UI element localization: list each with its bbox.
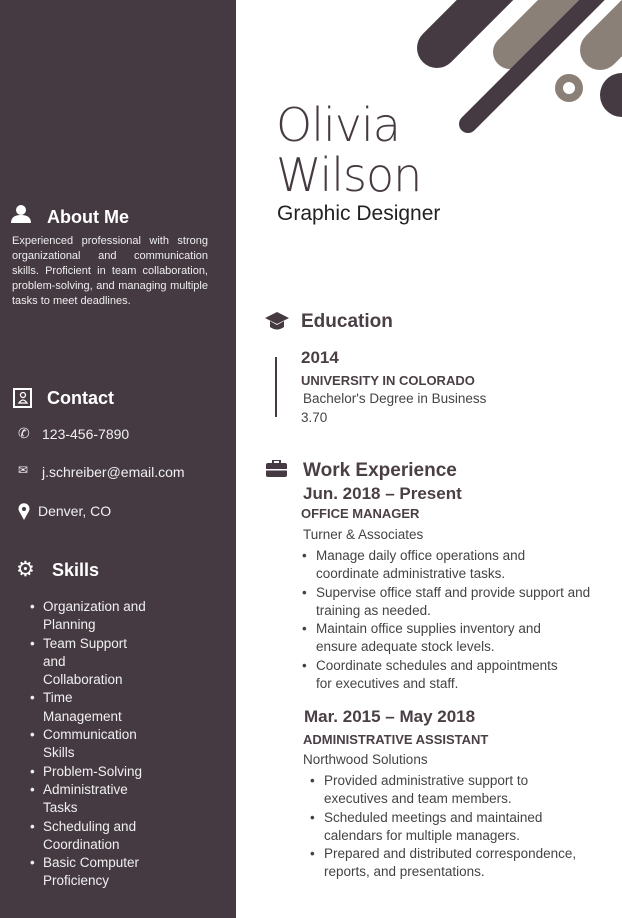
sidebar (0, 0, 236, 918)
skills-list (30, 598, 200, 891)
job-role: ADMINISTRATIVE ASSISTANT (303, 732, 489, 747)
job-bullet: • Scheduled meetings and maintained calendars for multiple managers. (310, 809, 560, 846)
envelope-icon: ✉ (18, 463, 29, 477)
job-bullet: • Provided administrative support to executives and team members. (310, 772, 550, 809)
skills-heading: Skills (52, 560, 100, 580)
gear-icon: ⚙ (16, 558, 35, 581)
contact-location: Denver, CO (38, 503, 112, 519)
about-text: Experienced professional with strong organizational and communication skills. Proficient in team collaboration, problem-solving, and managing multiple tasks to meet deadlines. (12, 235, 208, 307)
skill-item: • Administrative Tasks (30, 781, 150, 818)
skill-item: • Basic Computer Proficiency (30, 854, 155, 891)
skill-item: • Organization and Planning (30, 598, 200, 635)
user-icon (11, 205, 31, 223)
job-bullets (310, 772, 605, 882)
education-heading: Education (301, 311, 393, 332)
skill-item: • Problem-Solving (30, 763, 200, 781)
contact-heading: Contact (47, 388, 114, 408)
phone-icon: ✆ (18, 425, 30, 441)
job-role: OFFICE MANAGER (301, 506, 420, 521)
first-name: Olivia (276, 98, 400, 152)
skill-item: • Team Support and Collaboration (30, 635, 130, 690)
education-gpa: 3.70 (301, 410, 328, 425)
job-dates: Mar. 2015 – May 2018 (304, 707, 476, 726)
education-degree: Bachelor's Degree in Business (303, 391, 487, 406)
about-heading: About Me (47, 207, 129, 227)
timeline-line (275, 357, 278, 417)
job-bullets (302, 547, 597, 693)
contact-phone: 123-456-7890 (42, 426, 130, 442)
job-bullet: • Prepared and distributed correspondence, reports, and presentations. (310, 845, 605, 882)
job-dates: Jun. 2018 – Present (303, 484, 462, 503)
last-name: Wilson (276, 148, 422, 202)
skill-item: • Scheduling and Coordination (30, 818, 155, 855)
decorative-shapes (400, 0, 622, 140)
education-year: 2014 (301, 348, 339, 367)
job-company: Turner & Associates (303, 527, 424, 542)
job-bullet: • Coordinate schedules and appointments for executives and staff. (302, 657, 577, 694)
address-book-icon (13, 388, 32, 408)
education-school: UNIVERSITY IN COLORADO (301, 373, 475, 388)
job-bullet: • Supervise office staff and provide support and training as needed. (302, 584, 597, 621)
briefcase-icon (266, 460, 287, 477)
name (276, 100, 421, 200)
job-company: Northwood Solutions (303, 752, 428, 767)
job-bullet: • Manage daily office operations and coordinate administrative tasks. (302, 547, 552, 584)
graduation-cap-icon (265, 311, 289, 331)
contact-email: j.schreiber@email.com (42, 464, 185, 480)
map-pin-icon (18, 503, 30, 520)
job-bullet: • Maintain office supplies inventory and ensure adequate stock levels. (302, 620, 562, 657)
skill-item: • Time Management (30, 689, 130, 726)
job-title: Graphic Designer (277, 202, 441, 225)
skill-item: • Communication Skills (30, 726, 155, 763)
work-heading: Work Experience (303, 460, 457, 481)
